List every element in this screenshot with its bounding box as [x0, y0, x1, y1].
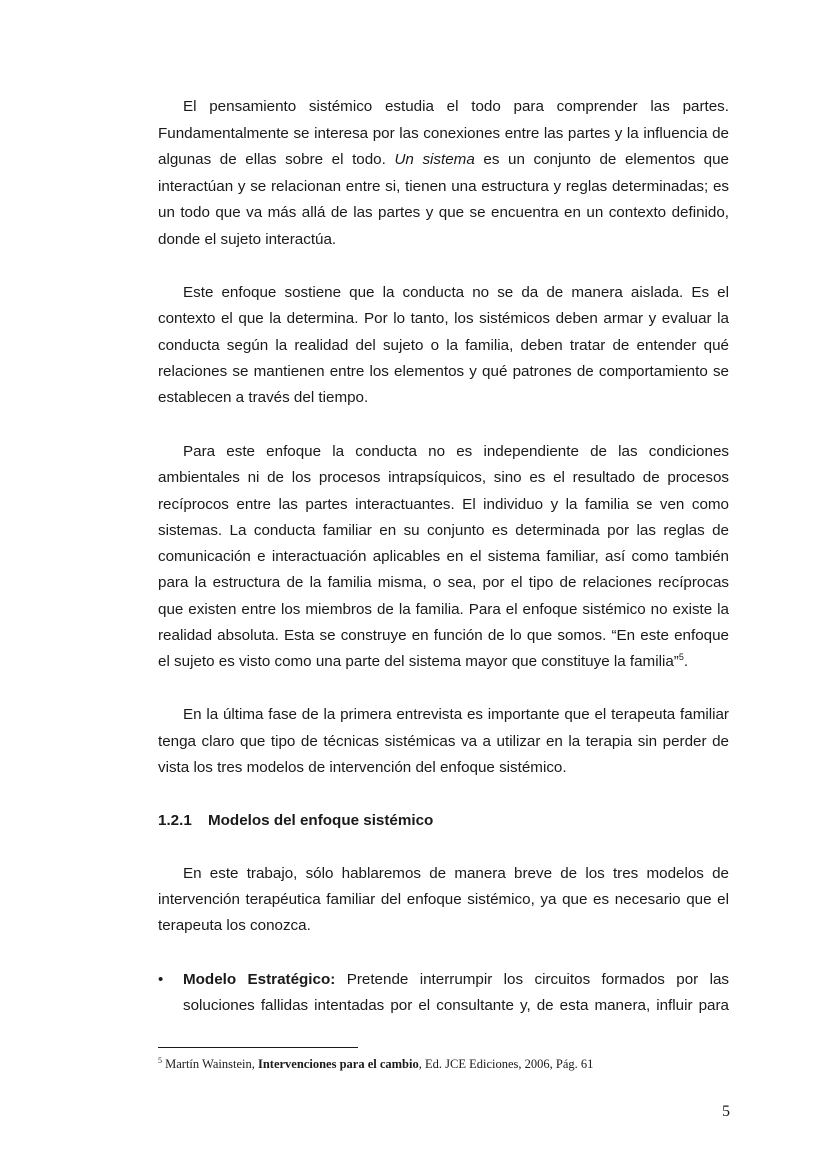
paragraph-line: establecen a través del tiempo.: [158, 389, 369, 406]
paragraph-line: vista los tres modelos de intervención del enfoque sistémico.: [158, 759, 567, 776]
footnote-author: Martín Wainstein,: [165, 1057, 255, 1071]
page-number: 5: [722, 1103, 730, 1120]
footnote-separator: [158, 1047, 358, 1048]
text-span: es un conjunto de elementos que: [483, 151, 729, 168]
paragraph-line: para la estructura de la familia misma, o sea, por el tipo de relaciones recíprocas: [158, 574, 729, 591]
text-span: algunas de ellas sobre el todo.: [158, 151, 386, 168]
text-span: el sujeto es visto como una parte del sistema mayor que constituye la familia”: [158, 653, 679, 670]
paragraph-line: intervención terapéutica familiar del enfoque sistémico, ya que es necesario que el: [158, 891, 729, 908]
paragraph-line: En este trabajo, sólo hablaremos de manera breve de los tres modelos de: [183, 865, 729, 882]
paragraph-line: terapeuta los conozca.: [158, 917, 311, 934]
footnote-details: , Ed. JCE Ediciones, 2006, Pág. 61: [418, 1057, 594, 1071]
italic-term: Un sistema: [394, 151, 475, 168]
paragraph-line: soluciones fallidas intentadas por el consultante y, de esta manera, influir para: [183, 997, 729, 1014]
text-span: .: [683, 653, 689, 670]
paragraph-line: realidad absoluta. Esta se construye en función de lo que somos. “En este enfoque: [158, 627, 729, 644]
footnote-title: Intervenciones para el cambio: [257, 1057, 419, 1071]
text-span: Pretende interrumpir los circuitos formados por las: [346, 971, 729, 988]
section-heading: [158, 810, 433, 832]
footnote-number: 5: [158, 1056, 162, 1065]
paragraph-line: que existen entre los miembros de la familia. Para el enfoque sistémico no existe la: [158, 601, 729, 618]
paragraph-line: donde el sujeto interactúa.: [158, 231, 337, 248]
paragraph-line: El pensamiento sistémico estudia el todo para comprender las partes.: [183, 98, 729, 115]
paragraph-line: [183, 969, 729, 991]
paragraph-line: Este enfoque sostiene que la conducta no se da de manera aislada. Es el: [183, 284, 729, 301]
paragraph-line: [158, 149, 729, 171]
paragraph-line: interactúan y se relacionan entre si, tienen una estructura y reglas determinadas; es: [158, 178, 729, 195]
section-title: Modelos del enfoque sistémico: [208, 812, 434, 829]
paragraph-line: En la última fase de la primera entrevista es importante que el terapeuta familiar: [183, 706, 729, 723]
paragraph-line: tenga claro que tipo de técnicas sistémicas va a utilizar en la terapia sin perder de: [158, 733, 729, 750]
paragraph-line: Para este enfoque la conducta no es independiente de las condiciones: [183, 443, 729, 460]
paragraph-line: conducta según la realidad del sujeto o la familia, deben tratar de entender qué: [158, 337, 729, 354]
paragraph-line: ambientales ni de los procesos intrapsíquicos, sino es el resultado de procesos: [158, 469, 729, 486]
footnote: [158, 1055, 593, 1073]
paragraph-line: recíprocos entre las partes interactuantes. El individuo y la familia se ven como: [158, 496, 729, 513]
paragraph-line: contexto el que la determina. Por lo tanto, los sistémicos deben armar y evaluar la: [158, 310, 729, 327]
paragraph-line: relaciones se mantienen entre los elementos y qué patrones de comportamiento se: [158, 363, 729, 380]
section-number: 1.2.1: [158, 812, 192, 829]
paragraph-line: Fundamentalmente se interesa por las conexiones entre las partes y la influencia de: [158, 125, 729, 142]
paragraph-line: [158, 651, 729, 673]
bullet-icon: •: [158, 971, 164, 988]
footnote-reference[interactable]: 5: [678, 652, 684, 662]
paragraph-line: comunicación e interactuación aplicables en el sistema familiar, así como también: [158, 548, 729, 565]
bold-term: Modelo Estratégico:: [183, 971, 336, 988]
paragraph-line: sistemas. La conducta familiar en su conjunto es determinada por las reglas de: [158, 522, 729, 539]
paragraph-line: un todo que va más allá de las partes y que se encuentra en un contexto definido,: [158, 204, 729, 221]
